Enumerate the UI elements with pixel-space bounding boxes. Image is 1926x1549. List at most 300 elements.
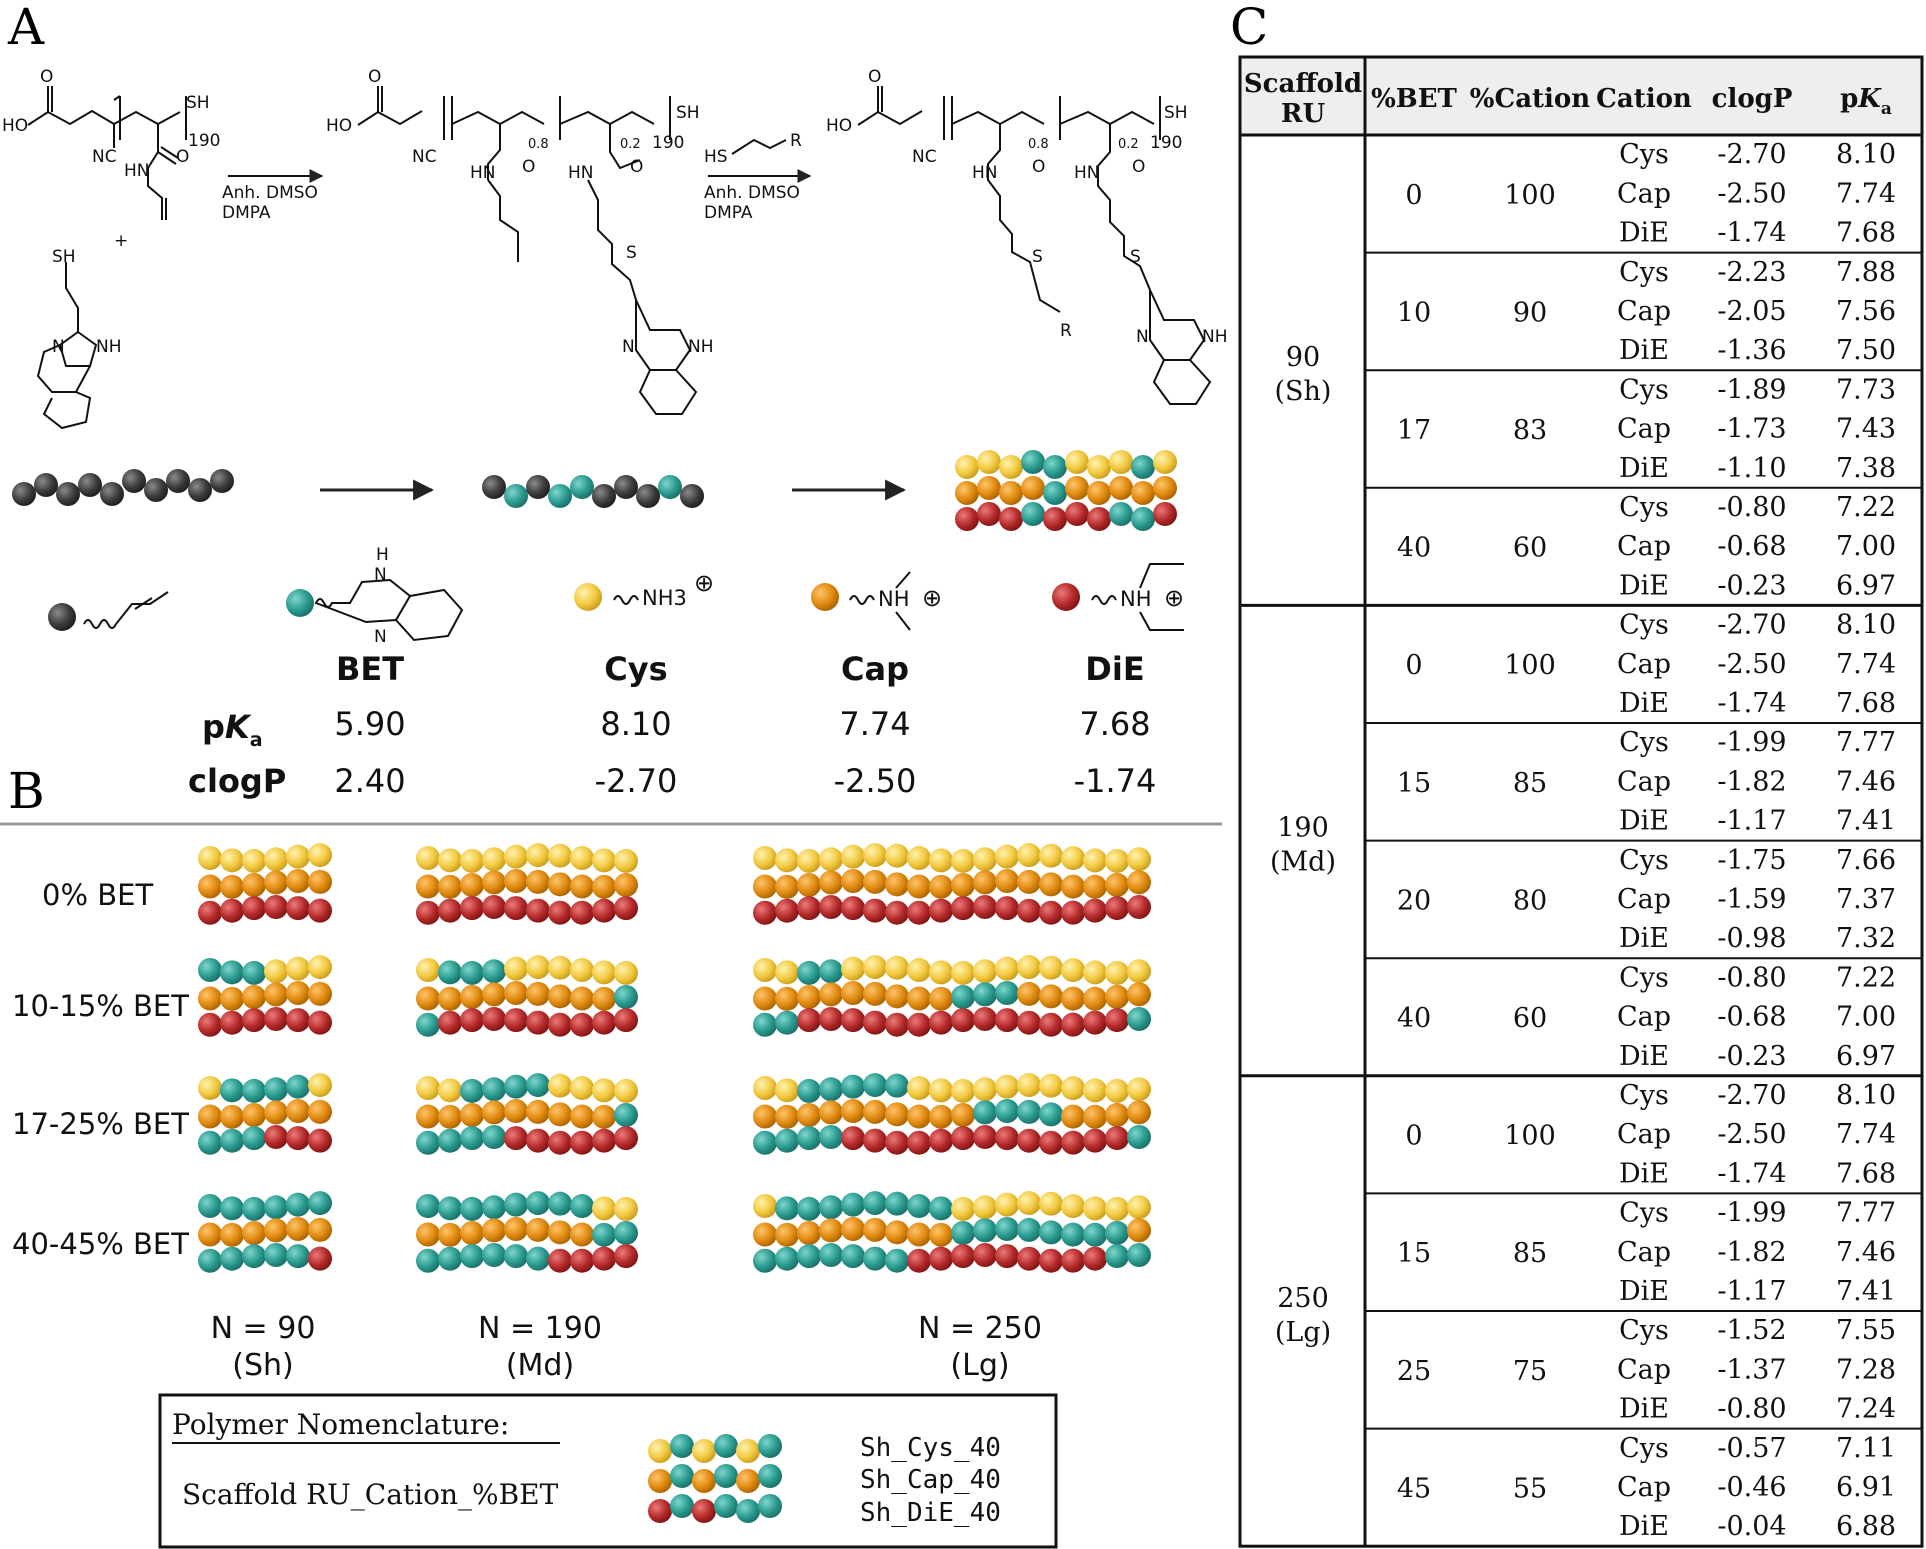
die-bead xyxy=(198,901,222,925)
cell-pka: 7.38 xyxy=(1835,452,1897,484)
bet-bead xyxy=(198,1249,222,1273)
die-bead xyxy=(1083,899,1107,923)
die-bead xyxy=(1061,901,1085,925)
cys-bead xyxy=(308,1073,332,1097)
cell-pka: 7.46 xyxy=(1835,766,1897,798)
die-bead xyxy=(775,899,799,923)
cap-bead xyxy=(504,869,528,893)
cell-cation-pct: 55 xyxy=(1512,1473,1548,1505)
die-bead xyxy=(1043,507,1067,531)
cap-bead xyxy=(863,1218,887,1242)
cys-bead xyxy=(264,959,288,983)
panel-letter-c: C xyxy=(1230,0,1269,56)
cap-bead xyxy=(220,1223,244,1247)
die-bead-icon xyxy=(1052,583,1080,611)
die-bead xyxy=(308,1011,332,1035)
allyl-bead xyxy=(482,475,506,499)
bet-bead xyxy=(1039,1220,1063,1244)
cell-pka: 7.74 xyxy=(1835,178,1897,210)
bet-bead xyxy=(841,1193,865,1217)
cys-bead xyxy=(929,960,953,984)
cell-cation: DiE xyxy=(1619,688,1669,720)
column-n-lg: N = 250 xyxy=(918,1311,1042,1346)
bet-bead xyxy=(242,1126,266,1150)
cys-bead xyxy=(951,961,975,985)
cell-clogp: -0.23 xyxy=(1717,1040,1787,1072)
repeat-190: 190 xyxy=(1150,133,1183,153)
die-bead xyxy=(929,1247,953,1271)
die-bead xyxy=(526,1129,550,1153)
cys-bead xyxy=(220,848,244,872)
cap-bead xyxy=(1127,1218,1151,1242)
cap-bead xyxy=(995,869,1019,893)
bet-bead xyxy=(1021,450,1045,474)
cell-cation: Cap xyxy=(1616,178,1672,210)
die-bead xyxy=(308,899,332,923)
cell-pka: 7.68 xyxy=(1835,688,1897,720)
bet-bead-icon xyxy=(286,589,314,617)
cys-bead xyxy=(885,844,909,868)
cap-bead xyxy=(548,1220,572,1244)
bet-bead xyxy=(220,1078,244,1102)
cap-bead xyxy=(885,1220,909,1244)
clogp-die: -1.74 xyxy=(1073,762,1157,800)
nomenclature-example-beads xyxy=(648,1434,782,1523)
cap-bead xyxy=(819,982,843,1006)
cell-clogp: -0.98 xyxy=(1717,923,1787,955)
cell-pka: 7.55 xyxy=(1835,1315,1897,1347)
cys-bead xyxy=(1083,848,1107,872)
cys-bead xyxy=(1017,955,1041,979)
cys-bead xyxy=(1105,961,1129,985)
cell-bet: 0 xyxy=(1405,179,1423,211)
cap-bead xyxy=(438,1223,462,1247)
bet-bead xyxy=(416,1249,440,1273)
fraction-02: 0.2 xyxy=(620,137,641,152)
cell-cation: Cys xyxy=(1619,492,1669,524)
monomer-legend xyxy=(48,545,1184,647)
cys-bead xyxy=(548,1074,572,1098)
bet-bead xyxy=(308,1191,332,1215)
cys-bead xyxy=(198,846,222,870)
bet-bead xyxy=(907,1194,931,1218)
cell-pka: 7.73 xyxy=(1835,374,1897,406)
die-bead xyxy=(1039,1013,1063,1037)
cell-cation: DiE xyxy=(1619,1393,1669,1425)
panel-letter-a: A xyxy=(8,0,45,56)
die-bead xyxy=(819,895,843,919)
cap-bead xyxy=(614,873,638,897)
cap-bead xyxy=(416,875,440,899)
bet-bead xyxy=(482,1077,506,1101)
bet-bead xyxy=(670,1464,694,1488)
cap-bead xyxy=(1039,984,1063,1008)
properties-table xyxy=(1240,57,1922,1546)
cap-bead xyxy=(482,1100,506,1124)
cap-bead xyxy=(1083,875,1107,899)
bet-bead xyxy=(460,961,484,985)
cap-bead xyxy=(797,873,821,897)
bet-bead xyxy=(841,1075,865,1099)
atom-o: O xyxy=(1132,157,1146,177)
cap-bead xyxy=(999,481,1023,505)
bet-bead xyxy=(460,1126,484,1150)
cap-bead xyxy=(308,1218,332,1242)
die-bead xyxy=(614,1008,638,1032)
cys-bead xyxy=(929,848,953,872)
cys-bead xyxy=(308,955,332,979)
allyl-bead xyxy=(614,475,638,499)
bet-bead xyxy=(220,960,244,984)
cell-pka: 7.28 xyxy=(1835,1354,1897,1386)
die-bead xyxy=(929,1129,953,1153)
die-bead xyxy=(929,1011,953,1035)
die-bead xyxy=(570,1131,594,1155)
die-bead xyxy=(614,896,638,920)
cell-cation-pct: 85 xyxy=(1512,767,1548,799)
cys-bead xyxy=(1061,846,1085,870)
cell-pka: 6.88 xyxy=(1835,1511,1897,1543)
cell-clogp: -2.23 xyxy=(1717,256,1787,288)
nomenclature-example-die: Sh_DiE_40 xyxy=(860,1498,1001,1528)
bet-bead xyxy=(1131,507,1155,531)
allyl-group-structure xyxy=(84,592,168,628)
cap-bead xyxy=(753,1105,777,1129)
cys-bead xyxy=(526,955,550,979)
allyl-bead xyxy=(34,473,58,497)
die-bead xyxy=(885,901,909,925)
cap-bead xyxy=(286,1217,310,1241)
cell-clogp: -2.50 xyxy=(1717,1119,1787,1151)
cell-clogp: -1.17 xyxy=(1717,1276,1787,1308)
atom-s: S xyxy=(1032,247,1043,267)
cell-cation: Cap xyxy=(1616,884,1672,916)
cell-pka: 7.88 xyxy=(1835,256,1897,288)
bet-bead xyxy=(482,959,506,983)
cap-bead xyxy=(526,982,550,1006)
atom-sh: SH xyxy=(1164,103,1188,123)
allyl-bead xyxy=(210,469,234,493)
atom-r: R xyxy=(1060,321,1072,341)
die-bead xyxy=(592,899,616,923)
die-bead xyxy=(797,896,821,920)
atom-nc: NC xyxy=(412,147,437,167)
cys-bead xyxy=(648,1439,672,1463)
die-bead xyxy=(1017,1011,1041,1035)
atom-n: N xyxy=(1136,327,1149,347)
die-amine-label: NH xyxy=(1120,587,1152,611)
bet-bead xyxy=(504,1193,528,1217)
cell-cation: Cap xyxy=(1616,531,1672,563)
cell-pka: 7.74 xyxy=(1835,648,1897,680)
atom-sh: SH xyxy=(186,93,210,113)
pka-die: 7.68 xyxy=(1079,705,1151,743)
bet-bead xyxy=(526,1247,550,1271)
die-bead xyxy=(286,1126,310,1150)
cell-pka: 7.46 xyxy=(1835,1236,1897,1268)
atom-o: O xyxy=(368,67,382,87)
bet-bead xyxy=(460,1197,484,1221)
cys-bead xyxy=(736,1439,760,1463)
cap-bead xyxy=(1017,870,1041,894)
cap-bead xyxy=(1127,1100,1151,1124)
bet-bead xyxy=(973,1100,997,1124)
row-label-10-15-bet: 10-15% BET xyxy=(12,989,189,1023)
cell-cation: DiE xyxy=(1619,1511,1669,1543)
bet-bead xyxy=(995,1217,1019,1241)
die-bead xyxy=(438,1011,462,1035)
cys-bead xyxy=(1127,959,1151,983)
cap-bead xyxy=(1083,987,1107,1011)
cap-bead xyxy=(1039,872,1063,896)
cys-bead xyxy=(548,956,572,980)
cell-cation: DiE xyxy=(1619,1158,1669,1190)
die-bead xyxy=(907,901,931,925)
allyl-bead xyxy=(166,469,190,493)
header-scaffold-ru: RU xyxy=(1280,99,1326,129)
cell-cation-pct: 83 xyxy=(1512,415,1548,446)
bet-bead xyxy=(995,1099,1019,1123)
atom-n: N xyxy=(52,337,65,357)
column-n-md: N = 190 xyxy=(478,1311,602,1346)
cell-clogp: -1.99 xyxy=(1717,1197,1787,1229)
allyl-bead xyxy=(526,475,550,499)
cap-bead xyxy=(526,870,550,894)
cap-bead xyxy=(863,870,887,894)
atom-hn: HN xyxy=(124,161,150,181)
die-bead xyxy=(526,1011,550,1035)
cap-bead xyxy=(548,984,572,1008)
atom-o: O xyxy=(176,147,190,167)
cys-bead xyxy=(1105,849,1129,873)
cys-bead xyxy=(614,1079,638,1103)
cys-bead xyxy=(951,849,975,873)
cys-bead xyxy=(929,1078,953,1102)
bet-bead xyxy=(670,1434,694,1458)
die-bead xyxy=(973,1007,997,1031)
allyl-bead xyxy=(12,482,36,506)
allyl-bead xyxy=(144,478,168,502)
reagent-line-2: DMPA xyxy=(222,203,271,223)
row-label-40-45-bet: 40-45% BET xyxy=(12,1227,189,1261)
cell-clogp: -1.74 xyxy=(1717,217,1787,249)
bet-bead xyxy=(863,1247,887,1271)
cap-bead xyxy=(482,1218,506,1242)
die-bead xyxy=(1105,1126,1129,1150)
cap-charge-icon: ⊕ xyxy=(922,584,943,612)
cys-bead xyxy=(504,957,528,981)
die-bead xyxy=(220,899,244,923)
allyl-bead xyxy=(100,482,124,506)
cell-clogp: -1.36 xyxy=(1717,335,1787,367)
row-label-17-25-bet: 17-25% BET xyxy=(12,1107,189,1141)
nomenclature-pattern: Scaffold RU_Cation_%BET xyxy=(182,1478,559,1511)
cys-bead xyxy=(753,846,777,870)
cell-pka: 7.24 xyxy=(1835,1393,1897,1425)
cap-bead xyxy=(308,870,332,894)
cell-pka: 8.10 xyxy=(1835,1080,1897,1112)
die-bead xyxy=(548,1131,572,1155)
clogp-cap: -2.50 xyxy=(833,762,917,800)
die-bead xyxy=(1105,896,1129,920)
prop-header-cys: Cys xyxy=(604,650,668,688)
cell-pka: 7.37 xyxy=(1835,884,1897,916)
cap-bead xyxy=(416,1223,440,1247)
die-bead xyxy=(863,1011,887,1035)
bet-bead xyxy=(714,1434,738,1458)
bet-bead xyxy=(1061,1223,1085,1247)
bet-bead xyxy=(995,981,1019,1005)
die-bead xyxy=(907,1249,931,1273)
bet-bead xyxy=(714,1464,738,1488)
bet-bead xyxy=(482,1243,506,1267)
cell-cation-pct: 90 xyxy=(1512,297,1548,329)
bet-bead xyxy=(819,1077,843,1101)
repeat-190: 190 xyxy=(652,133,685,153)
bet-bead xyxy=(438,1247,462,1271)
bet-bead xyxy=(614,1103,638,1127)
bet-bead xyxy=(758,1494,782,1518)
cap-bead xyxy=(885,984,909,1008)
header-cation: Cation xyxy=(1596,84,1692,114)
cell-pka: 7.43 xyxy=(1835,413,1897,445)
bet-bead xyxy=(885,1249,909,1273)
die-bead xyxy=(1017,899,1041,923)
cys-bead xyxy=(863,843,887,867)
cell-scaffold-abbr: (Lg) xyxy=(1274,1317,1332,1348)
cell-clogp: -2.70 xyxy=(1717,1080,1787,1112)
cell-cation: DiE xyxy=(1619,1276,1669,1308)
atom-o: O xyxy=(868,67,882,87)
fraction-08: 0.8 xyxy=(1028,137,1049,152)
cell-clogp: -2.50 xyxy=(1717,648,1787,680)
atom-ho: HO xyxy=(826,116,853,136)
die-bead xyxy=(692,1499,716,1523)
die-bead xyxy=(995,1126,1019,1150)
cell-pka: 7.56 xyxy=(1835,296,1897,328)
cap-bead xyxy=(220,987,244,1011)
cys-bead xyxy=(1109,450,1133,474)
cap-bead xyxy=(242,985,266,1009)
repeat-190: 190 xyxy=(188,131,221,151)
cap-bead xyxy=(242,1103,266,1127)
die-bead xyxy=(548,1013,572,1037)
die-bead xyxy=(1153,502,1177,526)
cap-bead xyxy=(955,481,979,505)
die-bead xyxy=(648,1499,672,1523)
reagent-line-1: Anh. DMSO xyxy=(222,183,318,203)
cys-bead xyxy=(264,847,288,871)
bet-bead xyxy=(264,1243,288,1267)
cap-bead xyxy=(775,987,799,1011)
cell-clogp: -1.82 xyxy=(1717,1236,1787,1268)
cell-cation: Cys xyxy=(1619,1432,1669,1464)
cap-bead xyxy=(1127,870,1151,894)
cell-clogp: -1.75 xyxy=(1717,844,1787,876)
cap-bead xyxy=(929,987,953,1011)
cell-clogp: -0.80 xyxy=(1717,492,1787,524)
cell-bet: 15 xyxy=(1396,767,1432,799)
cap-bead xyxy=(797,1221,821,1245)
cell-cation-pct: 60 xyxy=(1512,1003,1548,1034)
bet-bead xyxy=(670,1494,694,1518)
cap-bead xyxy=(198,987,222,1011)
atom-s: S xyxy=(1130,247,1141,267)
cell-cation-pct: 60 xyxy=(1512,532,1548,564)
cap-bead xyxy=(526,1100,550,1124)
cell-pka: 7.77 xyxy=(1835,727,1897,759)
bet-bead xyxy=(819,1243,843,1267)
reagent-line-3: Anh. DMSO xyxy=(704,183,800,203)
cell-clogp: -1.10 xyxy=(1717,452,1787,484)
cap-bead xyxy=(885,1102,909,1126)
cap-bead xyxy=(264,982,288,1006)
cap-bead xyxy=(1087,481,1111,505)
atom-hn: HN xyxy=(568,163,594,183)
cell-clogp: -0.57 xyxy=(1717,1432,1787,1464)
cap-bead xyxy=(841,981,865,1005)
cell-clogp: -0.68 xyxy=(1717,1001,1787,1033)
die-bead xyxy=(951,1244,975,1268)
bet-bead xyxy=(198,1131,222,1155)
cell-cation-pct: 85 xyxy=(1512,1238,1548,1270)
bet-bead xyxy=(885,1074,909,1098)
clogp-cys: -2.70 xyxy=(594,762,678,800)
cap-bead xyxy=(907,987,931,1011)
die-bead xyxy=(592,1247,616,1271)
die-bead xyxy=(570,901,594,925)
cys-bead xyxy=(775,960,799,984)
cap-bead xyxy=(753,987,777,1011)
cys-bead xyxy=(570,1076,594,1100)
cell-cation: Cys xyxy=(1619,609,1669,641)
allyl-bead xyxy=(78,473,102,497)
cap-bead xyxy=(753,875,777,899)
cap-bead xyxy=(1021,476,1045,500)
bet-bead xyxy=(264,1077,288,1101)
cap-bead xyxy=(885,872,909,896)
cell-cation: Cap xyxy=(1616,1354,1672,1386)
bet-bead xyxy=(1039,1102,1063,1126)
cap-bead xyxy=(692,1469,716,1493)
atom-n: N xyxy=(622,337,635,357)
die-bead xyxy=(999,507,1023,531)
cap-bead xyxy=(1017,982,1041,1006)
cap-bead xyxy=(775,1223,799,1247)
cap-bead xyxy=(460,985,484,1009)
cys-bead xyxy=(973,847,997,871)
cys-bead-icon xyxy=(574,583,602,611)
die-bead xyxy=(504,1126,528,1150)
cys-bead xyxy=(548,844,572,868)
column-abbr-lg: (Lg) xyxy=(950,1348,1010,1383)
cys-bead xyxy=(1127,1077,1151,1101)
cell-clogp: -0.04 xyxy=(1717,1511,1787,1543)
cell-pka: 7.68 xyxy=(1835,217,1897,249)
atom-nc: NC xyxy=(912,147,937,167)
bet-bead xyxy=(1017,1218,1041,1242)
bet-bead xyxy=(614,985,638,1009)
cap-bead xyxy=(973,870,997,894)
die-bead xyxy=(1061,1013,1085,1037)
cys-bead xyxy=(1039,1074,1063,1098)
bet-bead xyxy=(526,1073,550,1097)
cell-pka: 7.32 xyxy=(1835,923,1897,955)
cap-bead xyxy=(907,875,931,899)
cell-cation: DiE xyxy=(1619,805,1669,837)
cys-bead xyxy=(416,1076,440,1100)
die-bead xyxy=(951,1126,975,1150)
